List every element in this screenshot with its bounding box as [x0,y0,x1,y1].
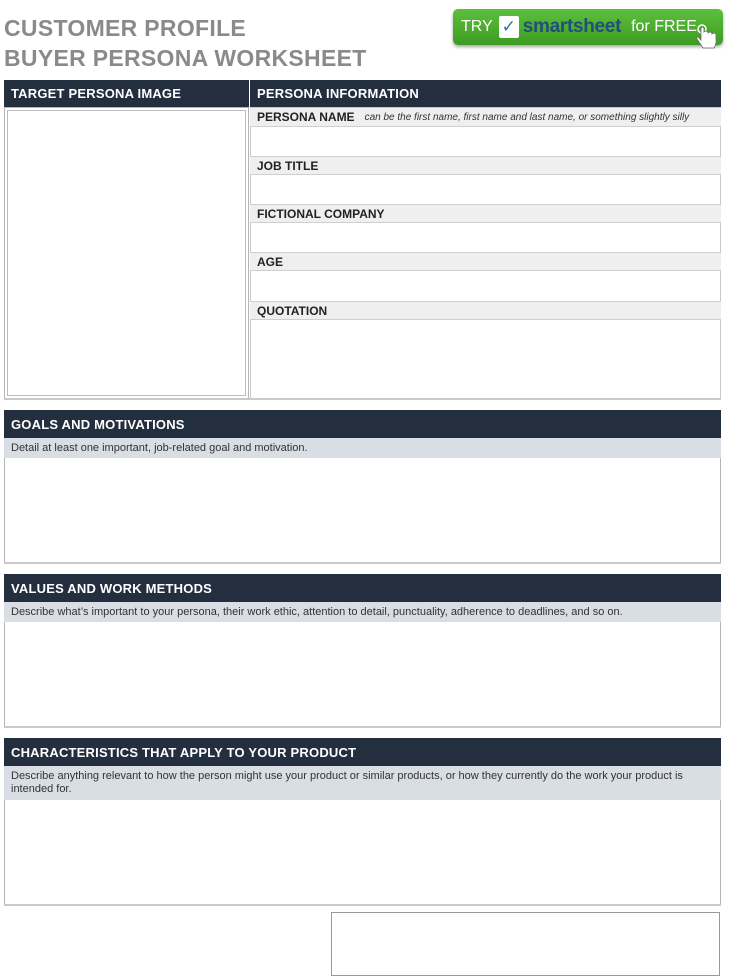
characteristics-input[interactable] [4,800,721,905]
age-label [250,252,721,271]
notes-box[interactable] [331,912,720,976]
promo-free-label: for FREE [631,18,697,35]
page-title-line1: CUSTOMER PROFILE [4,15,247,41]
values-instruction: Describe what’s important to your persona, their work ethic, attention to detail, punctuality, adherence to deadlines, and so on. [4,602,721,622]
fictional-company-label [250,204,721,223]
fictional-company-label-text: FICTIONAL COMPANY [257,206,385,221]
fictional-company-input[interactable] [251,224,720,251]
job-title-label [250,156,721,175]
quotation-label-text: QUOTATION [257,303,328,318]
job-title-input[interactable] [251,176,720,203]
values-header: VALUES AND WORK METHODS [4,574,721,602]
goals-divider [4,562,721,564]
persona-image-frame [4,107,249,399]
persona-information-header: PERSONA INFORMATION [250,80,721,107]
quotation-input[interactable] [251,321,720,397]
top-section-divider [4,398,721,400]
persona-name-label [250,108,721,127]
characteristics-header: CHARACTERISTICS THAT APPLY TO YOUR PRODUCT [4,738,721,766]
goals-instruction: Detail at least one important, job-related goal and motivation. [4,438,721,458]
promo-brand-label: smartsheet [522,16,622,37]
page-title-line2: BUYER PERSONA WORKSHEET [4,45,367,71]
values-input[interactable] [4,622,721,727]
job-title-label-text: JOB TITLE [257,158,319,173]
quotation-label [250,301,721,320]
age-input[interactable] [251,272,720,299]
persona-image-dropzone[interactable] [7,110,246,396]
persona-name-input[interactable] [251,128,720,155]
persona-name-label-text: PERSONA NAME [257,110,355,124]
goals-input[interactable] [4,458,721,563]
pointer-hand-icon [695,23,721,51]
try-smartsheet-button[interactable] [453,9,723,45]
goals-header: GOALS AND MOTIVATIONS [4,410,721,438]
age-label-text: AGE [257,254,284,269]
characteristics-instruction: Describe anything relevant to how the person might use your product or similar products, or how they currently do the work your product is intended for. [4,766,721,800]
characteristics-divider [4,904,721,906]
promo-try-label: TRY [461,18,493,35]
target-persona-image-header: TARGET PERSONA IMAGE [4,80,249,107]
smartsheet-check-icon: ✓ [499,16,519,38]
values-divider [4,726,721,728]
persona-name-note: can be the first name, first name and last name, or something slightly silly [364,111,690,123]
